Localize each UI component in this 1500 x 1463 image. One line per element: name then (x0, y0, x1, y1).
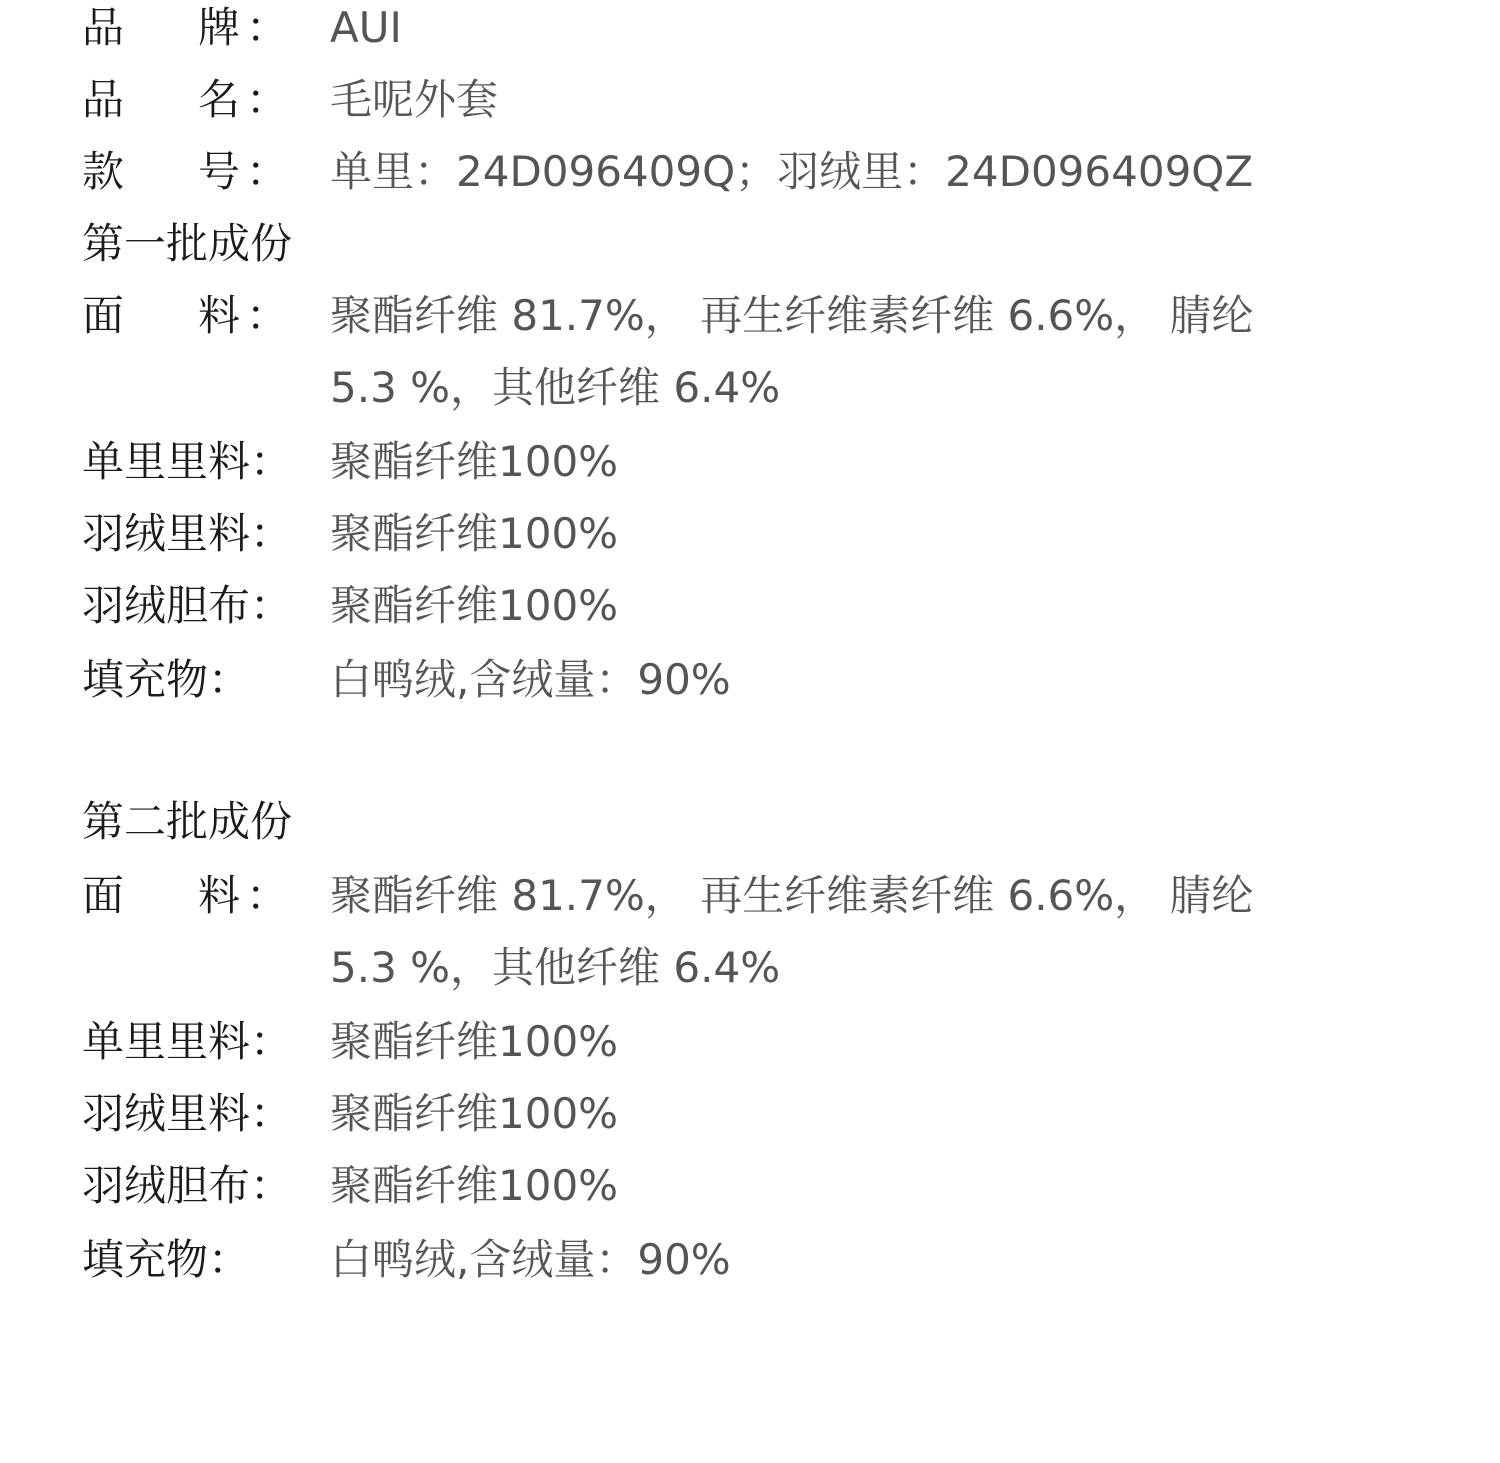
batch-2-single-lining-row (82, 1006, 1422, 1078)
batch-2-down-lining-label: 羽绒里料： (82, 1089, 293, 1138)
batch-2-fabric-row (82, 860, 1422, 1004)
batch-1-fabric-label-char2: 料 (198, 291, 241, 340)
batch-1-fabric-label-colon: ： (246, 291, 289, 340)
batch-1-fabric-value-line2: 5.3 %，其他纤维 6.4% (330, 363, 781, 412)
batch-1-down-lining-value: 聚酯纤维100% (330, 509, 619, 558)
batch-1-fabric-value-line1: 聚酯纤维 81.7%， 再生纤维素纤维 6.6%， 腈纶 (330, 291, 1254, 340)
batch-1-down-proof-row (82, 570, 1422, 642)
brand-value: AUI (330, 3, 402, 52)
product-name-row (82, 64, 1422, 136)
batch-1-filling-value: 白鸭绒,含绒量：90% (330, 655, 731, 704)
product-name-value: 毛呢外套 (330, 75, 499, 124)
product-name-label-char2: 名 (198, 75, 241, 124)
batch-2-fabric-label-char2: 料 (198, 871, 241, 920)
batch-2-fabric-label-char1: 面 (82, 871, 125, 920)
batch-1-fabric-label-char1: 面 (82, 291, 125, 340)
batch-2-single-lining-value: 聚酯纤维100% (330, 1017, 619, 1066)
batch-1-down-lining-label: 羽绒里料： (82, 509, 293, 558)
product-name-label-colon: ： (246, 75, 289, 124)
batch-2-title: 第二批成份 (82, 797, 293, 846)
batch-1-down-lining-row (82, 498, 1422, 570)
style-number-label-colon: ： (246, 147, 289, 196)
product-name-label-char1: 品 (82, 75, 125, 124)
brand-label-colon: ： (246, 3, 289, 52)
batch-1-down-proof-label: 羽绒胆布： (82, 581, 293, 630)
batch-2-down-proof-label: 羽绒胆布： (82, 1161, 293, 1210)
batch-2-fabric-label-colon: ： (246, 871, 289, 920)
style-number-row (82, 136, 1422, 208)
batch-1-single-lining-label: 单里里料： (82, 437, 293, 486)
batch-2-filling-row (82, 1224, 1422, 1296)
batch-2-down-lining-row (82, 1078, 1422, 1150)
batch-2-filling-label: 填充物： (82, 1235, 251, 1284)
batch-1-filling-label: 填充物： (82, 655, 251, 704)
batch-2-down-proof-value: 聚酯纤维100% (330, 1161, 619, 1210)
batch-2-fabric-value-line1: 聚酯纤维 81.7%， 再生纤维素纤维 6.6%， 腈纶 (330, 871, 1254, 920)
batch-1-title: 第一批成份 (82, 219, 293, 268)
batch-2-down-proof-row (82, 1150, 1422, 1222)
brand-row (82, 0, 1422, 64)
style-number-label-char2: 号 (198, 147, 241, 196)
style-number-value: 单里：24D096409Q；羽绒里：24D096409QZ (330, 147, 1254, 196)
batch-1-single-lining-value: 聚酯纤维100% (330, 437, 619, 486)
batch-2-down-lining-value: 聚酯纤维100% (330, 1089, 619, 1138)
batch-1-single-lining-row (82, 426, 1422, 498)
brand-label-char2: 牌 (198, 3, 241, 52)
batch-1-down-proof-value: 聚酯纤维100% (330, 581, 619, 630)
batch-2-filling-value: 白鸭绒,含绒量：90% (330, 1235, 731, 1284)
style-number-label-char1: 款 (82, 147, 125, 196)
batch-2-single-lining-label: 单里里料： (82, 1017, 293, 1066)
batch-1-filling-row (82, 644, 1422, 716)
brand-label-char1: 品 (82, 3, 125, 52)
batch-2-fabric-value-line2: 5.3 %，其他纤维 6.4% (330, 943, 781, 992)
batch-1-fabric-row (82, 280, 1422, 424)
